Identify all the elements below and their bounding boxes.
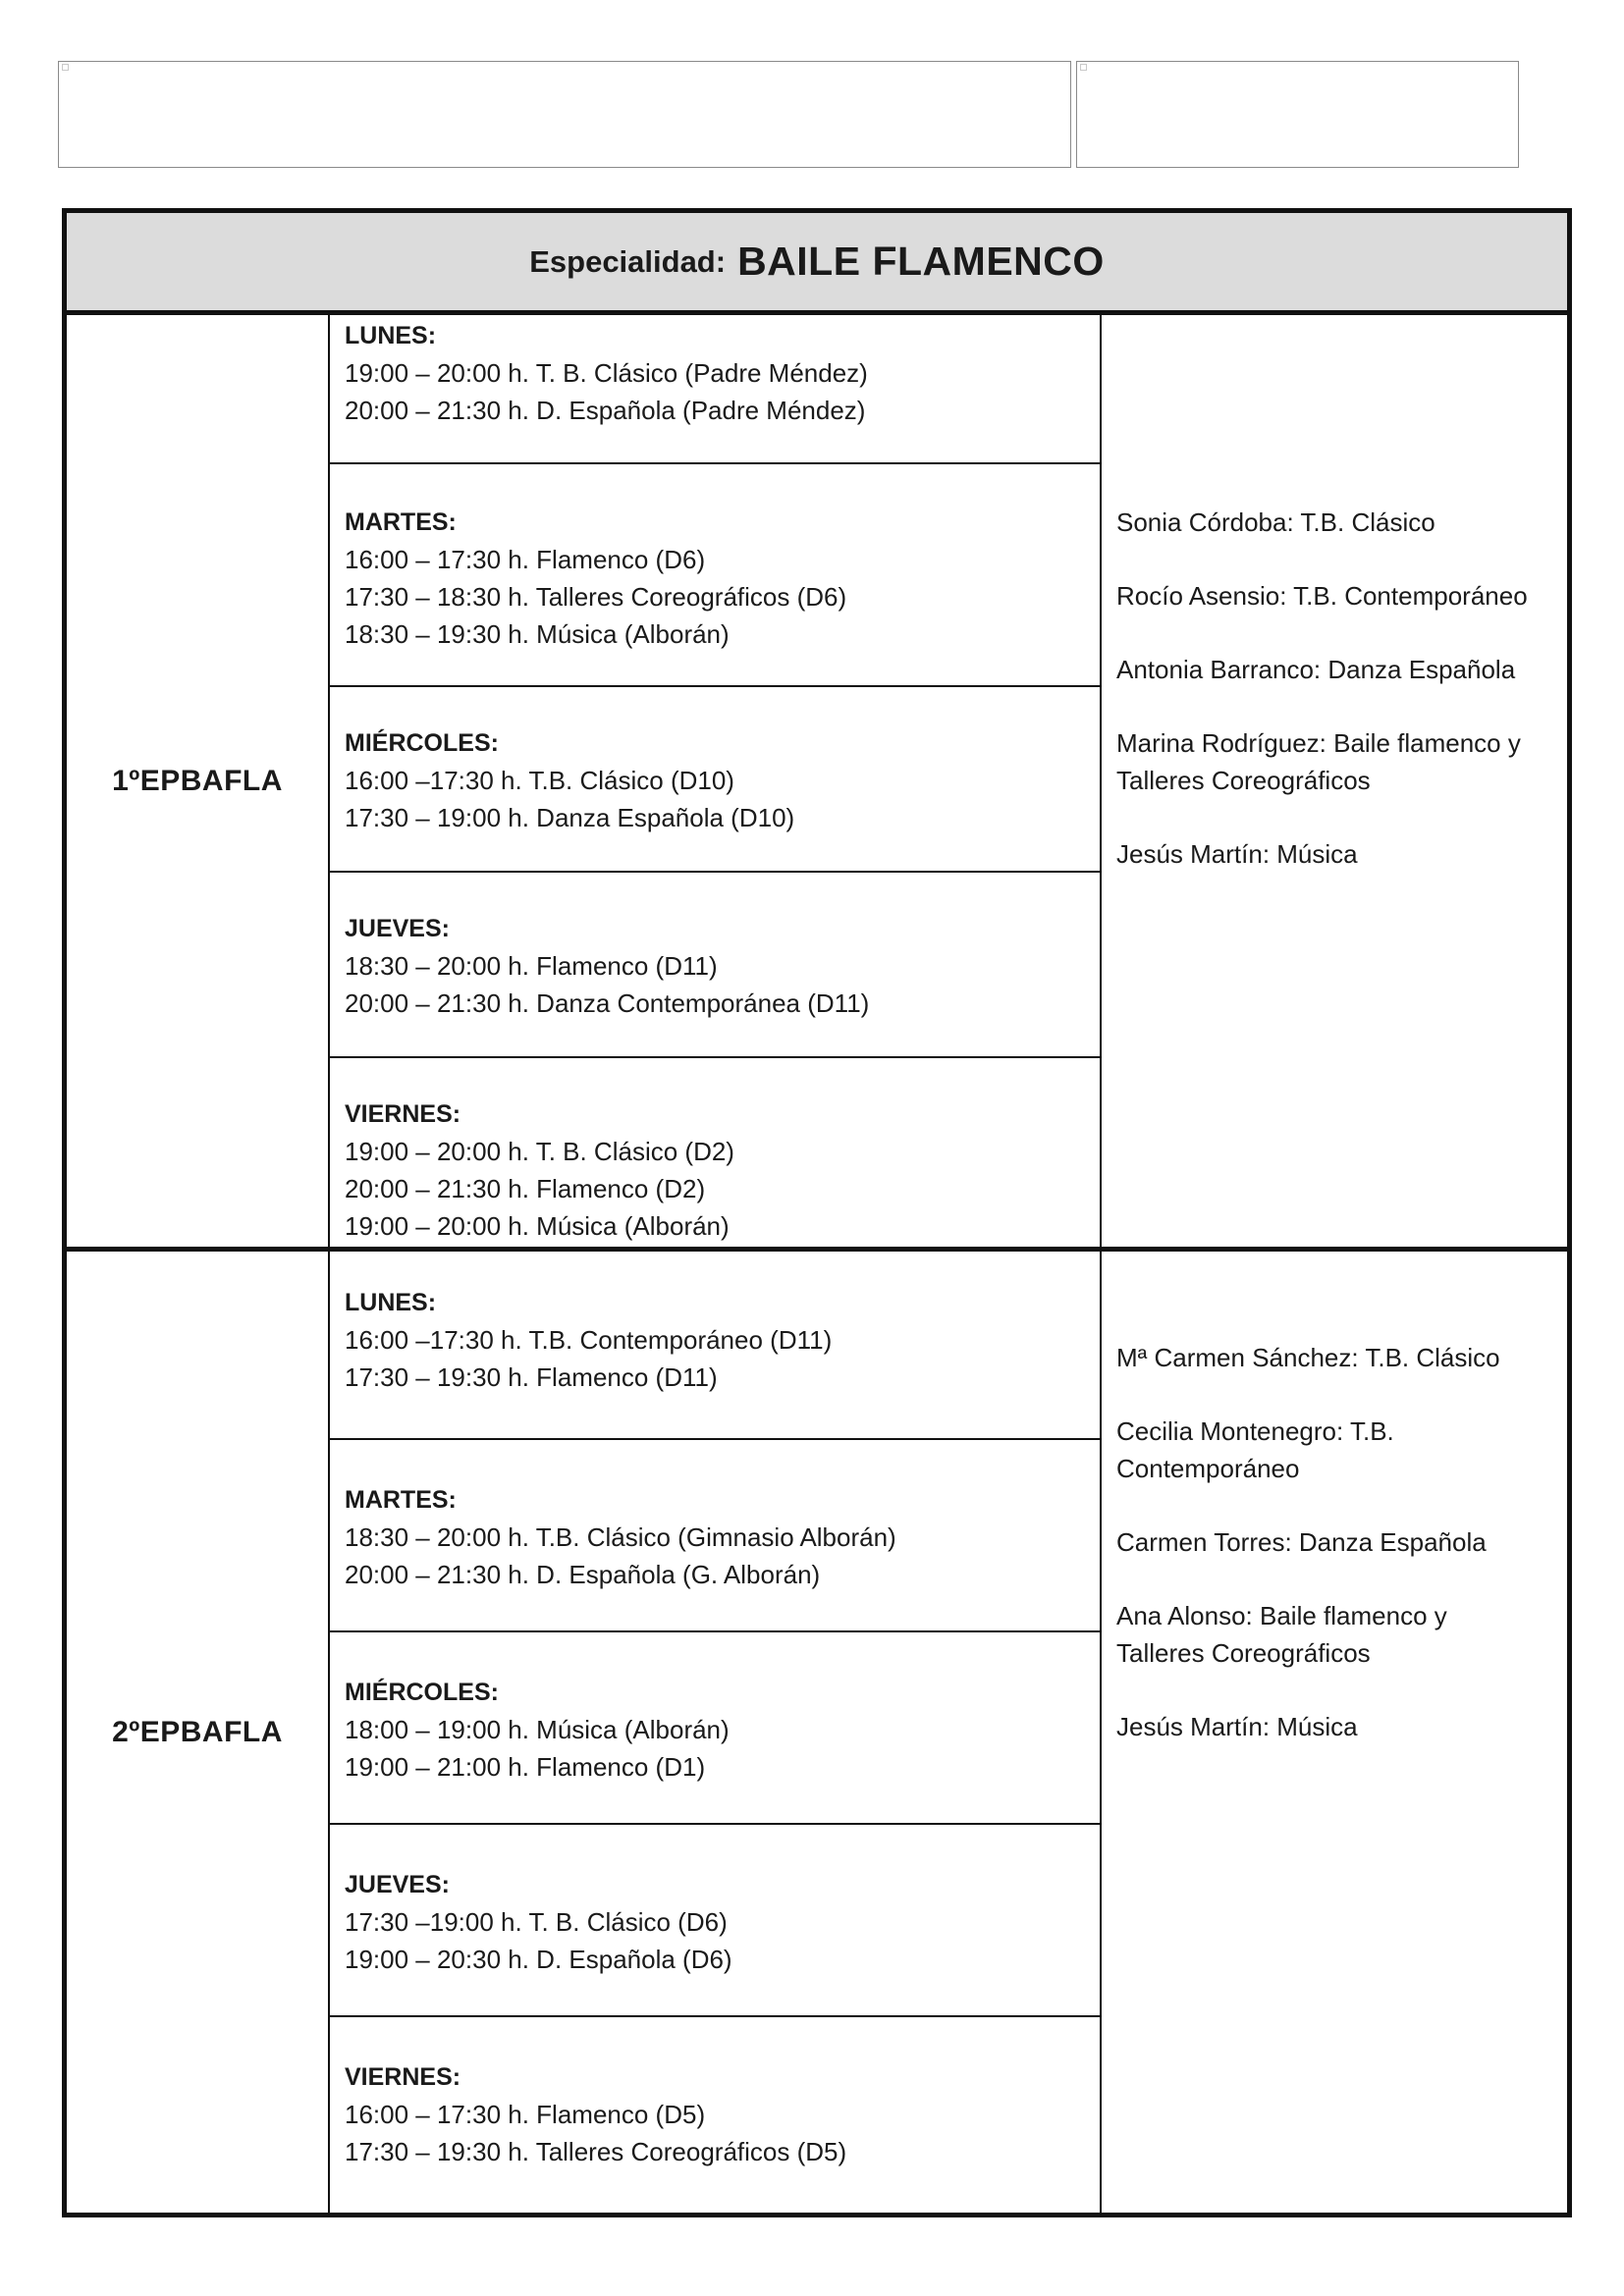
schedule-line: 16:00 –17:30 h. T.B. Contemporáneo (D11) — [345, 1325, 833, 1355]
schedule-line: 18:30 – 20:00 h. T.B. Clásico (Gimnasio Alborán) — [345, 1522, 896, 1552]
day-name: LUNES: — [345, 1289, 437, 1316]
day-name: JUEVES: — [345, 1871, 450, 1898]
schedule-line: 17:30 – 19:00 h. Danza Española (D10) — [345, 803, 795, 832]
schedule-line: 20:00 – 21:30 h. D. Española (G. Alborán) — [345, 1560, 821, 1589]
schedule-line: 19:00 – 20:30 h. D. Española (D6) — [345, 1945, 732, 1974]
schedule-line: 16:00 –17:30 h. T.B. Clásico (D10) — [345, 766, 734, 795]
schedule-line: 17:30 –19:00 h. T. B. Clásico (D6) — [345, 1907, 728, 1937]
day-name: MARTES: — [345, 1486, 457, 1514]
course-group-1 — [67, 315, 1567, 1252]
schedule-line: 19:00 – 20:00 h. Música (Alborán) — [345, 1211, 730, 1241]
schedule-line: 18:30 – 20:00 h. Flamenco (D11) — [345, 951, 718, 981]
teacher-entry: Jesús Martín: Música — [1116, 1712, 1358, 1741]
schedule-line: 17:30 – 19:30 h. Flamenco (D11) — [345, 1362, 718, 1392]
image-placeholder-left — [58, 61, 1071, 168]
day-name: MARTES: — [345, 508, 457, 536]
course-name: 1ºEPBAFLA — [67, 315, 330, 1247]
teachers-column — [1102, 315, 1567, 1247]
day-block-miercoles — [330, 1632, 1100, 1825]
day-block-martes — [330, 464, 1100, 687]
schedule-line: 16:00 – 17:30 h. Flamenco (D6) — [345, 545, 706, 574]
day-name: MIÉRCOLES: — [345, 1679, 499, 1706]
schedule-line: 17:30 – 19:30 h. Talleres Coreográficos (D5) — [345, 2137, 847, 2166]
day-block-viernes — [330, 1058, 1100, 1252]
day-block-miercoles — [330, 687, 1100, 873]
teacher-entry: Cecilia Montenegro: T.B. Contemporáneo — [1116, 1416, 1394, 1483]
broken-image-icon — [1080, 64, 1087, 71]
course-name: 2ºEPBAFLA — [67, 1252, 330, 2213]
day-name: MIÉRCOLES: — [345, 729, 499, 757]
teacher-entry: Carmen Torres: Danza Española — [1116, 1527, 1487, 1557]
teacher-entry: Rocío Asensio: T.B. Contemporáneo — [1116, 581, 1528, 611]
schedule-line: 17:30 – 18:30 h. Talleres Coreográficos (D6) — [345, 582, 847, 612]
schedule-line: 18:00 – 19:00 h. Música (Alborán) — [345, 1715, 730, 1744]
day-block-martes — [330, 1440, 1100, 1632]
schedule-table — [62, 208, 1572, 2217]
schedule-line: 20:00 – 21:30 h. Flamenco (D2) — [345, 1174, 706, 1203]
day-schedule-column — [330, 1252, 1102, 2213]
table-header — [67, 213, 1567, 315]
day-name: JUEVES: — [345, 915, 450, 942]
schedule-line: 19:00 – 20:00 h. T. B. Clásico (Padre Méndez) — [345, 358, 868, 388]
schedule-line: 20:00 – 21:30 h. D. Española (Padre Méndez) — [345, 396, 866, 425]
day-block-lunes — [330, 315, 1100, 464]
day-name: LUNES: — [345, 322, 437, 349]
broken-image-icon — [62, 64, 69, 71]
teachers-column — [1102, 1252, 1567, 2213]
schedule-line: 20:00 – 21:30 h. Danza Contemporánea (D11) — [345, 988, 870, 1018]
day-block-viernes — [330, 2017, 1100, 2213]
day-schedule-column — [330, 315, 1102, 1247]
day-block-lunes — [330, 1252, 1100, 1440]
teacher-entry: Antonia Barranco: Danza Española — [1116, 655, 1516, 684]
day-block-jueves — [330, 1825, 1100, 2017]
schedule-line: 19:00 – 20:00 h. T. B. Clásico (D2) — [345, 1137, 734, 1166]
header-title: BAILE FLAMENCO — [737, 239, 1105, 284]
schedule-line: 19:00 – 21:00 h. Flamenco (D1) — [345, 1752, 706, 1782]
schedule-line: 18:30 – 19:30 h. Música (Alborán) — [345, 619, 730, 649]
teacher-entry: Mª Carmen Sánchez: T.B. Clásico — [1116, 1343, 1500, 1372]
course-group-2 — [67, 1252, 1567, 2213]
image-placeholder-right — [1076, 61, 1519, 168]
schedule-line: 16:00 – 17:30 h. Flamenco (D5) — [345, 2100, 706, 2129]
day-name: VIERNES: — [345, 2063, 461, 2091]
teacher-entry: Ana Alonso: Baile flamenco y Talleres Coreográficos — [1116, 1601, 1447, 1668]
day-block-jueves — [330, 873, 1100, 1058]
teacher-entry: Jesús Martín: Música — [1116, 839, 1358, 869]
teacher-entry: Sonia Córdoba: T.B. Clásico — [1116, 507, 1435, 537]
header-prefix: Especialidad: — [529, 243, 727, 279]
teacher-entry: Marina Rodríguez: Baile flamenco y Talleres Coreográficos — [1116, 728, 1521, 795]
day-name: VIERNES: — [345, 1100, 461, 1128]
